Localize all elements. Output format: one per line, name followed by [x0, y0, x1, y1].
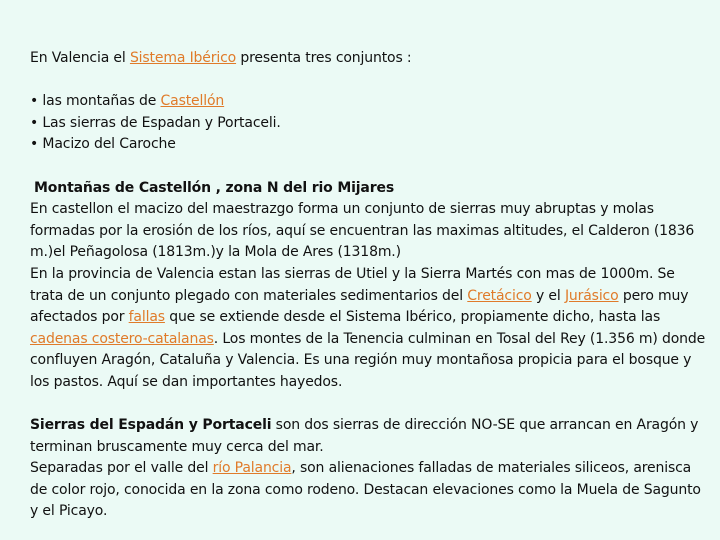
list-item-1-text: • las montañas de [30, 93, 161, 110]
spacer [30, 394, 710, 416]
spacer [30, 156, 710, 178]
list-item-caroche: • Macizo del Caroche [30, 136, 176, 153]
section2-p2-text-a: Separadas por el valle del [30, 460, 213, 477]
section1-p2-text-a: En la provincia de Valencia estan las sierras de Utiel y la Sierra Martés con mas de 1000m. Se trata de un conjunto plegado con materiales sedimentarios del [30, 265, 675, 304]
section1-paragraph-2 [30, 264, 710, 394]
section-heading-espadan: Sierras del Espadán y Portaceli [30, 417, 272, 434]
intro-line [30, 48, 710, 70]
link-cadenas-costero-catalanas[interactable]: cadenas costero-catalanas [30, 330, 214, 347]
list-item-espadan: • Las sierras de Espadan y Portaceli. [30, 114, 281, 131]
document-page [30, 48, 710, 523]
section-heading-castellon: Montañas de Castellón , zona N del rio Mijares [34, 179, 394, 196]
section1-p2-text-e: . Los montes de la Tenencia culminan en Tosal del Rey (1.356 m) donde confluyen Aragón, Cataluña y Valencia. Es una región muy montañosa propicia para el bosque y los pastos. Aquí se dan importantes hayedos. [30, 330, 706, 390]
intro-text-after: presenta tres conjuntos : [236, 50, 412, 66]
section1-p2-text-d: que se extiende desde el Sistema Ibérico, propiamente dicho, hasta las [164, 309, 661, 326]
list-item-castellon [30, 91, 710, 113]
spacer [30, 70, 710, 92]
intro-text-before: En Valencia el [30, 50, 130, 66]
section1-p2-text-b: y el [531, 287, 565, 304]
link-cretacico[interactable]: Cretácico [467, 287, 532, 304]
link-jurasico[interactable]: Jurásico [564, 287, 619, 304]
section1-paragraph-1: En castellon el macizo del maestrazgo forma un conjunto de sierras muy abruptas y molas formadas por la erosión de los ríos, aquí se encuentran las maximas altitudes, el Calderon (1836 m.)el Peñagolosa (1813m.)y la Mola de Ares (1318m.) [30, 201, 695, 261]
section2-p2-text-b: , son alienaciones falladas de materiales siliceos, arenisca de color rojo, conocida en la zona como rodeno. Destacan elevaciones como la Muela de Sagunto y el Picayo. [30, 460, 701, 520]
link-rio-palancia[interactable]: río Palancia [212, 460, 292, 477]
section2-paragraph-1 [30, 415, 710, 458]
link-castellon[interactable]: Castellón [160, 93, 225, 110]
section2-paragraph-2 [30, 458, 710, 523]
link-sistema-iberico[interactable]: Sistema Ibérico [129, 50, 237, 66]
section1-p2-text-c: pero muy afectados por [30, 287, 689, 326]
section2-p1-text: son dos sierras de dirección NO-SE que arrancan en Aragón y terminan bruscamente muy cerca del mar. [30, 417, 699, 455]
link-fallas[interactable]: fallas [128, 309, 165, 326]
